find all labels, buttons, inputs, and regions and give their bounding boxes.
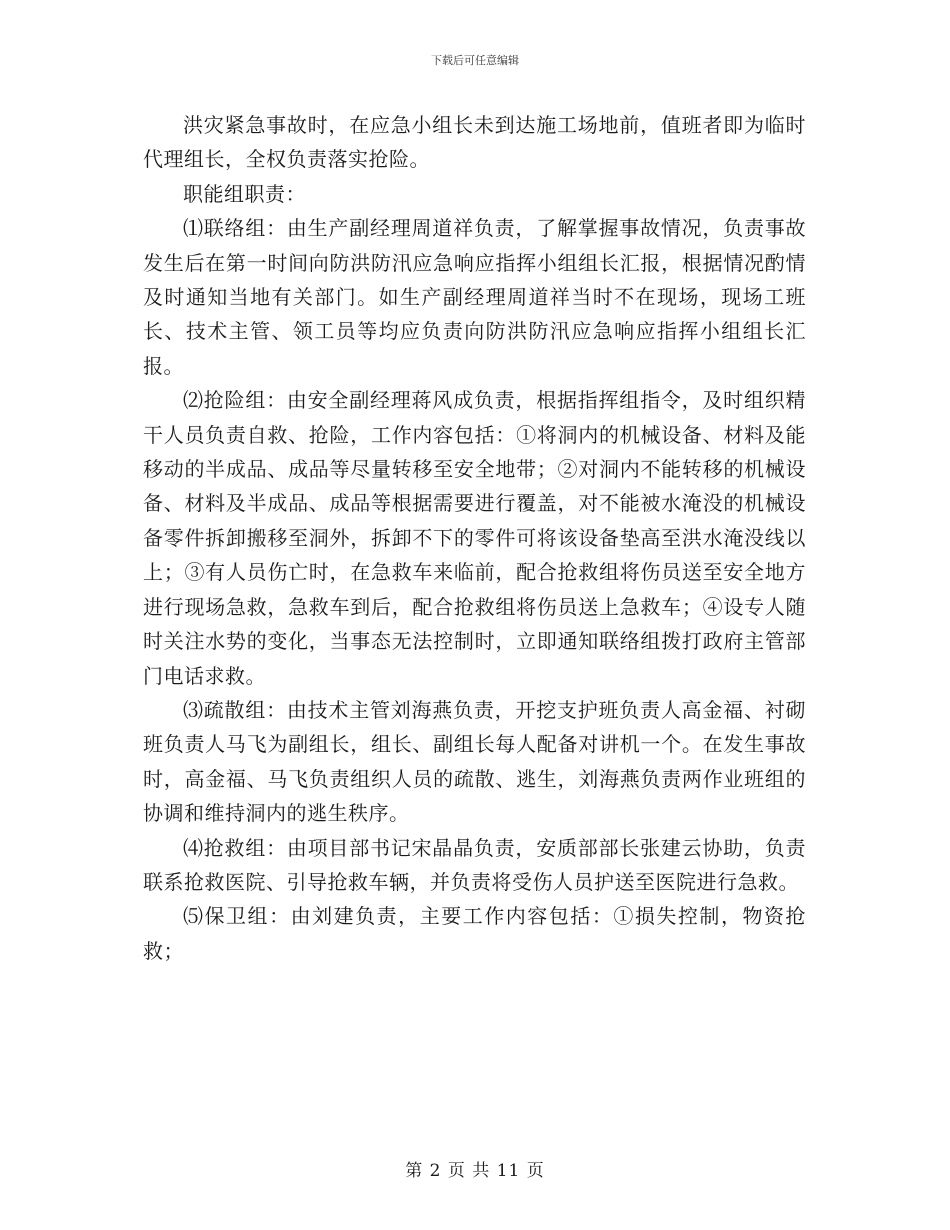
page-header-note: 下载后可任意编辑 xyxy=(431,54,519,67)
paragraph-liaison-group: ⑴联络组：由生产副经理周道祥负责，了解掌握事故情况，负责事故发生后在第一时间向防洪防汛应急响应指挥小组组长汇报，根据情况酌情及时通知当地有关部门。如生产副经理周道祥当时不在现场，现场工班长、技术主管、领工员等均应负责向防洪防汛应急响应指挥小组组长汇报。 xyxy=(143,216,806,378)
paragraph-group-duties-heading: 职能组职责： xyxy=(183,181,306,206)
paragraph-evacuation-group: ⑶疏散组：由技术主管刘海燕负责，开挖支护班负责人高金福、衬砌班负责人马飞为副组长，组长、副组长每人配备对讲机一个。在发生事故时，高金福、马飞负责组织人员的疏散、逃生，刘海燕负责两作业班组的协调和维持洞内的逃生秩序。 xyxy=(143,697,806,826)
page-number: 第 2 页 共 11 页 xyxy=(405,1161,545,1181)
paragraph-first-aid-group: ⑷抢救组：由项目部书记宋晶晶负责，安质部部长张建云协助，负责联系抢救医院、引导抢救车辆，并负责将受伤人员护送至医院进行急救。 xyxy=(143,835,806,894)
paragraph-emergency-deputy: 洪灾紧急事故时，在应急小组长未到达施工场地前，值班者即为临时代理组长，全权负责落实抢险。 xyxy=(143,113,806,172)
paragraph-security-group: ⑸保卫组：由刘建负责，主要工作内容包括：①损失控制，物资抢救； xyxy=(143,904,806,963)
document-body xyxy=(143,108,806,968)
paragraph-rescue-team: ⑵抢险组：由安全副经理蒋风成负责，根据指挥组指令，及时组织精干人员负责自救、抢险，工作内容包括：①将洞内的机械设备、材料及能移动的半成品、成品等尽量转移至安全地带；②对洞内不能转移的机械设备、材料及半成品、成品等根据需要进行覆盖，对不能被水淹没的机械设备零件拆卸搬移至洞外，拆卸不下的零件可将该设备垫高至洪水淹没线以上；③有人员伤亡时，在急救车来临前，配合抢救组将伤员送至安全地方进行现场急救，急救车到后，配合抢救组将伤员送上急救车；④设专人随时关注水势的变化，当事态无法控制时，立即通知联络组拨打政府主管部门电话求救。 xyxy=(143,388,806,688)
